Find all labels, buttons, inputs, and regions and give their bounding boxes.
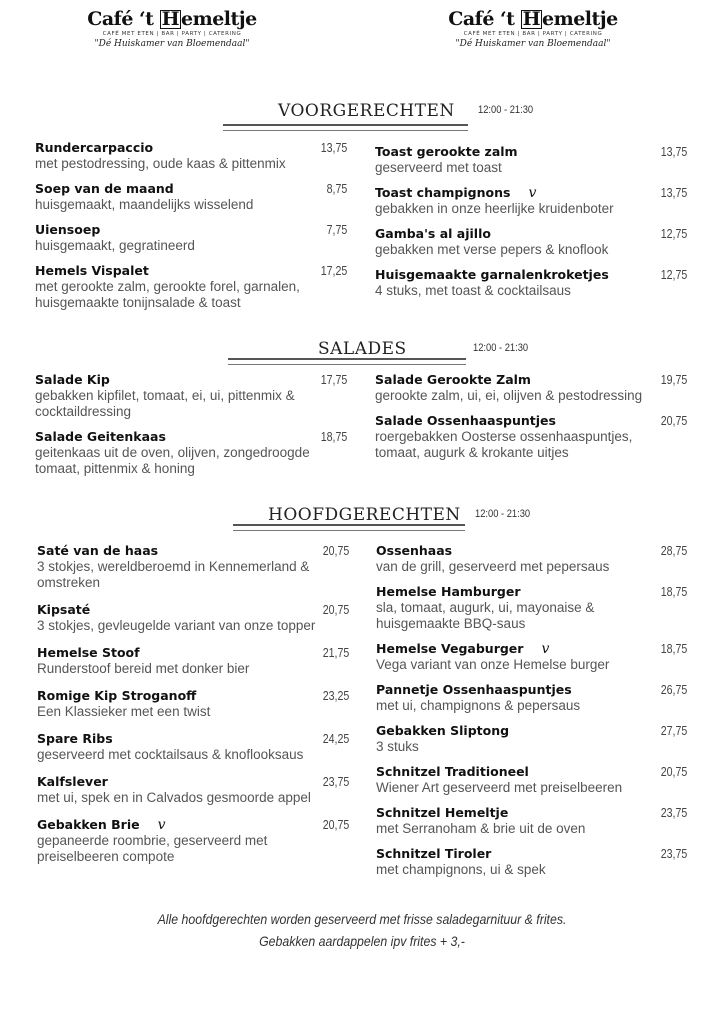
menu-item [35,263,347,311]
item-description: van de grill, geserveerd met pepersaus [376,559,610,574]
item-description: 4 stuks, met toast & cocktailsaus [375,283,571,298]
item-name-text: Schnitzel Tiroler [376,846,492,861]
item-description: gerookte zalm, ui, ei, olijven & pestodressing [375,388,643,403]
menu-item [376,543,687,575]
item-name [35,429,347,445]
item-description: huisgemaakt, gegratineerd [35,238,195,253]
item-price: 21,75 [322,646,349,660]
item-price: 23,75 [322,775,349,789]
item-description: gebakken in onze heerlijke kruidenboter [375,201,614,216]
item-name-text: Schnitzel Traditioneel [376,764,529,779]
item-name [37,731,349,747]
section-title: SALADES [318,339,407,359]
item-name-text: Gamba's al ajillo [375,226,491,241]
hoofdgerechten-right [376,543,687,878]
salades-left [35,372,347,477]
item-name [375,144,687,160]
item-price: 20,75 [322,818,349,832]
item-name [376,543,687,559]
item-price: 27,75 [660,724,687,738]
menu-item [37,543,349,591]
item-name [376,584,687,600]
item-name-text: Hemelse Vegaburger [376,641,524,656]
section-title: VOORGERECHTEN [278,101,455,121]
item-name-text: Kipsaté [37,602,91,617]
menu-item [37,602,349,634]
item-name-text: Romige Kip Stroganoff [37,688,197,703]
vegetarian-icon: v [541,641,550,657]
item-price: 20,75 [660,414,687,428]
menu-item [35,372,347,420]
item-price: 13,75 [660,145,687,159]
item-name-text: Rundercarpaccio [35,140,154,155]
item-name-text: Ossenhaas [376,543,453,558]
item-price: 23,75 [660,847,687,861]
item-name [376,764,687,780]
menu-item [375,372,687,404]
item-price: 18,75 [660,642,687,656]
item-name [376,805,687,821]
item-price: 12,75 [660,227,687,241]
item-description: Vega variant van onze Hemelse burger [376,657,610,672]
item-description: gepaneerde roombrie, geserveerd met preiselbeeren compote [37,833,268,864]
item-price: 20,75 [322,603,349,617]
menu-item [375,226,687,258]
item-name [37,774,349,790]
item-name [37,602,349,618]
item-name-text: Pannetje Ossenhaaspuntjes [376,682,572,697]
item-name-text: Gebakken Brie [37,817,140,832]
section-time: 12:00 - 21:30 [478,104,534,116]
menu-item [375,267,687,299]
section-title: HOOFDGERECHTEN [268,505,461,525]
item-name-text: Saté van de haas [37,543,159,558]
item-price: 18,75 [320,430,347,444]
item-price: 13,75 [320,141,347,155]
item-name [37,688,349,704]
item-name [375,372,687,388]
item-name [35,372,347,388]
item-description: 3 stuks [376,739,419,754]
item-name-text: Hemelse Hamburger [376,584,521,599]
item-name [376,846,687,862]
menu-item [35,429,347,477]
item-description: Wiener Art geserveerd met preiselbeeren [376,780,623,795]
item-description: Een Klassieker met een twist [37,704,211,719]
item-description: huisgemaakt, maandelijks wisselend [35,197,254,212]
item-description: 3 stokjes, gevleugelde variant van onze topper [37,618,316,633]
item-price: 7,75 [326,223,347,237]
item-name-text: Toast gerookte zalm [375,144,518,159]
menu-item [376,584,687,632]
item-description: roergebakken Oosterse ossenhaaspuntjes, tomaat, augurk & krokante uitjes [375,429,633,460]
item-description: met Serranoham & brie uit de oven [376,821,586,836]
item-name [37,543,349,559]
item-description: met gerookte zalm, gerookte forel, garnalen, huisgemaakte tonijnsalade & toast [35,279,300,310]
item-description: Runderstoof bereid met donker bier [37,661,250,676]
item-description: geserveerd met cocktailsaus & knoflooksaus [37,747,304,762]
voorgerechten-left [35,140,347,311]
menu-item [376,764,687,796]
menu-item [37,774,349,806]
item-name-text: Salade Gerookte Zalm [375,372,531,387]
footer-note: Alle hoofdgerechten worden geserveerd met frisse saladegarnituur & frites. [157,911,567,927]
item-name [375,185,687,201]
item-price: 18,75 [660,585,687,599]
section-time: 12:00 - 21:30 [475,508,531,520]
divider [223,124,468,131]
menu-item [376,805,687,837]
item-name [376,641,687,657]
menu-item [375,413,687,461]
item-name-text: Salade Geitenkaas [35,429,166,444]
item-name [35,181,347,197]
menu-item [376,682,687,714]
item-description: sla, tomaat, augurk, ui, mayonaise & huisgemaakte BBQ-saus [376,600,595,631]
menu-item [37,731,349,763]
item-price: 19,75 [660,373,687,387]
voorgerechten-right [375,144,687,299]
section-time: 12:00 - 21:30 [473,342,529,354]
item-price: 23,75 [660,806,687,820]
logo: Café ‘t H emeltje CAFÉ MET ETEN | BAR | PARTY | CATERING "Dé Huiskamer van Bloemendaal" [87,8,257,49]
item-price: 12,75 [660,268,687,282]
item-name-text: Uiensoep [35,222,101,237]
divider [233,524,465,531]
item-name [37,817,349,833]
item-name [35,222,347,238]
item-name-text: Toast champignons [375,185,511,200]
item-name [37,645,349,661]
item-price: 20,75 [322,544,349,558]
item-price: 17,25 [320,264,347,278]
item-name-text: Huisgemaakte garnalenkroketjes [375,267,609,282]
menu-item [376,641,687,673]
item-name-text: Soep van de maand [35,181,174,196]
item-price: 13,75 [660,186,687,200]
item-description: met pestodressing, oude kaas & pittenmix [35,156,286,171]
menu-item [35,140,347,172]
item-price: 8,75 [326,182,347,196]
item-description: geserveerd met toast [375,160,502,175]
divider [228,358,466,365]
menu-item [37,688,349,720]
menu-item [376,723,687,755]
footer-note: Gebakken aardappelen ipv frites + 3,- [259,933,465,949]
item-name-text: Salade Kip [35,372,110,387]
item-name-text: Spare Ribs [37,731,113,746]
item-name-text: Gebakken Sliptong [376,723,510,738]
item-price: 26,75 [660,683,687,697]
item-name [376,723,687,739]
item-description: gebakken kipfilet, tomaat, ei, ui, pittenmix & cocktaildressing [35,388,295,419]
item-name [375,267,687,283]
item-price: 24,25 [322,732,349,746]
item-description: met ui, champignons & pepersaus [376,698,581,713]
item-name [375,413,687,429]
menu-item [375,144,687,176]
item-price: 28,75 [660,544,687,558]
vegetarian-icon: v [157,817,166,833]
menu-item [37,817,349,865]
item-name-text: Kalfslever [37,774,108,789]
item-description: met ui, spek en in Calvados gesmoorde appel [37,790,311,805]
item-price: 23,25 [322,689,349,703]
item-name-text: Schnitzel Hemeltje [376,805,509,820]
item-name [35,263,347,279]
item-name [376,682,687,698]
vegetarian-icon: v [528,185,537,201]
item-price: 20,75 [660,765,687,779]
item-name-text: Hemels Vispalet [35,263,149,278]
item-description: 3 stokjes, wereldberoemd in Kennemerland & omstreken [37,559,310,590]
item-price: 17,75 [320,373,347,387]
item-name [375,226,687,242]
menu-item [35,222,347,254]
item-description: geitenkaas uit de oven, olijven, zongedroogde tomaat, pittenmix & honing [35,445,310,476]
menu-item [35,181,347,213]
menu-item [37,645,349,677]
item-description: gebakken met verse pepers & knoflook [375,242,609,257]
menu-item [376,846,687,878]
item-name [35,140,347,156]
item-description: met champignons, ui & spek [376,862,546,877]
item-name-text: Salade Ossenhaaspuntjes [375,413,556,428]
item-name-text: Hemelse Stoof [37,645,140,660]
salades-right [375,372,687,461]
hoofdgerechten-left [37,543,349,865]
logo: Café ‘t H emeltje CAFÉ MET ETEN | BAR | PARTY | CATERING "Dé Huiskamer van Bloemendaal" [448,8,618,49]
menu-item [375,185,687,217]
